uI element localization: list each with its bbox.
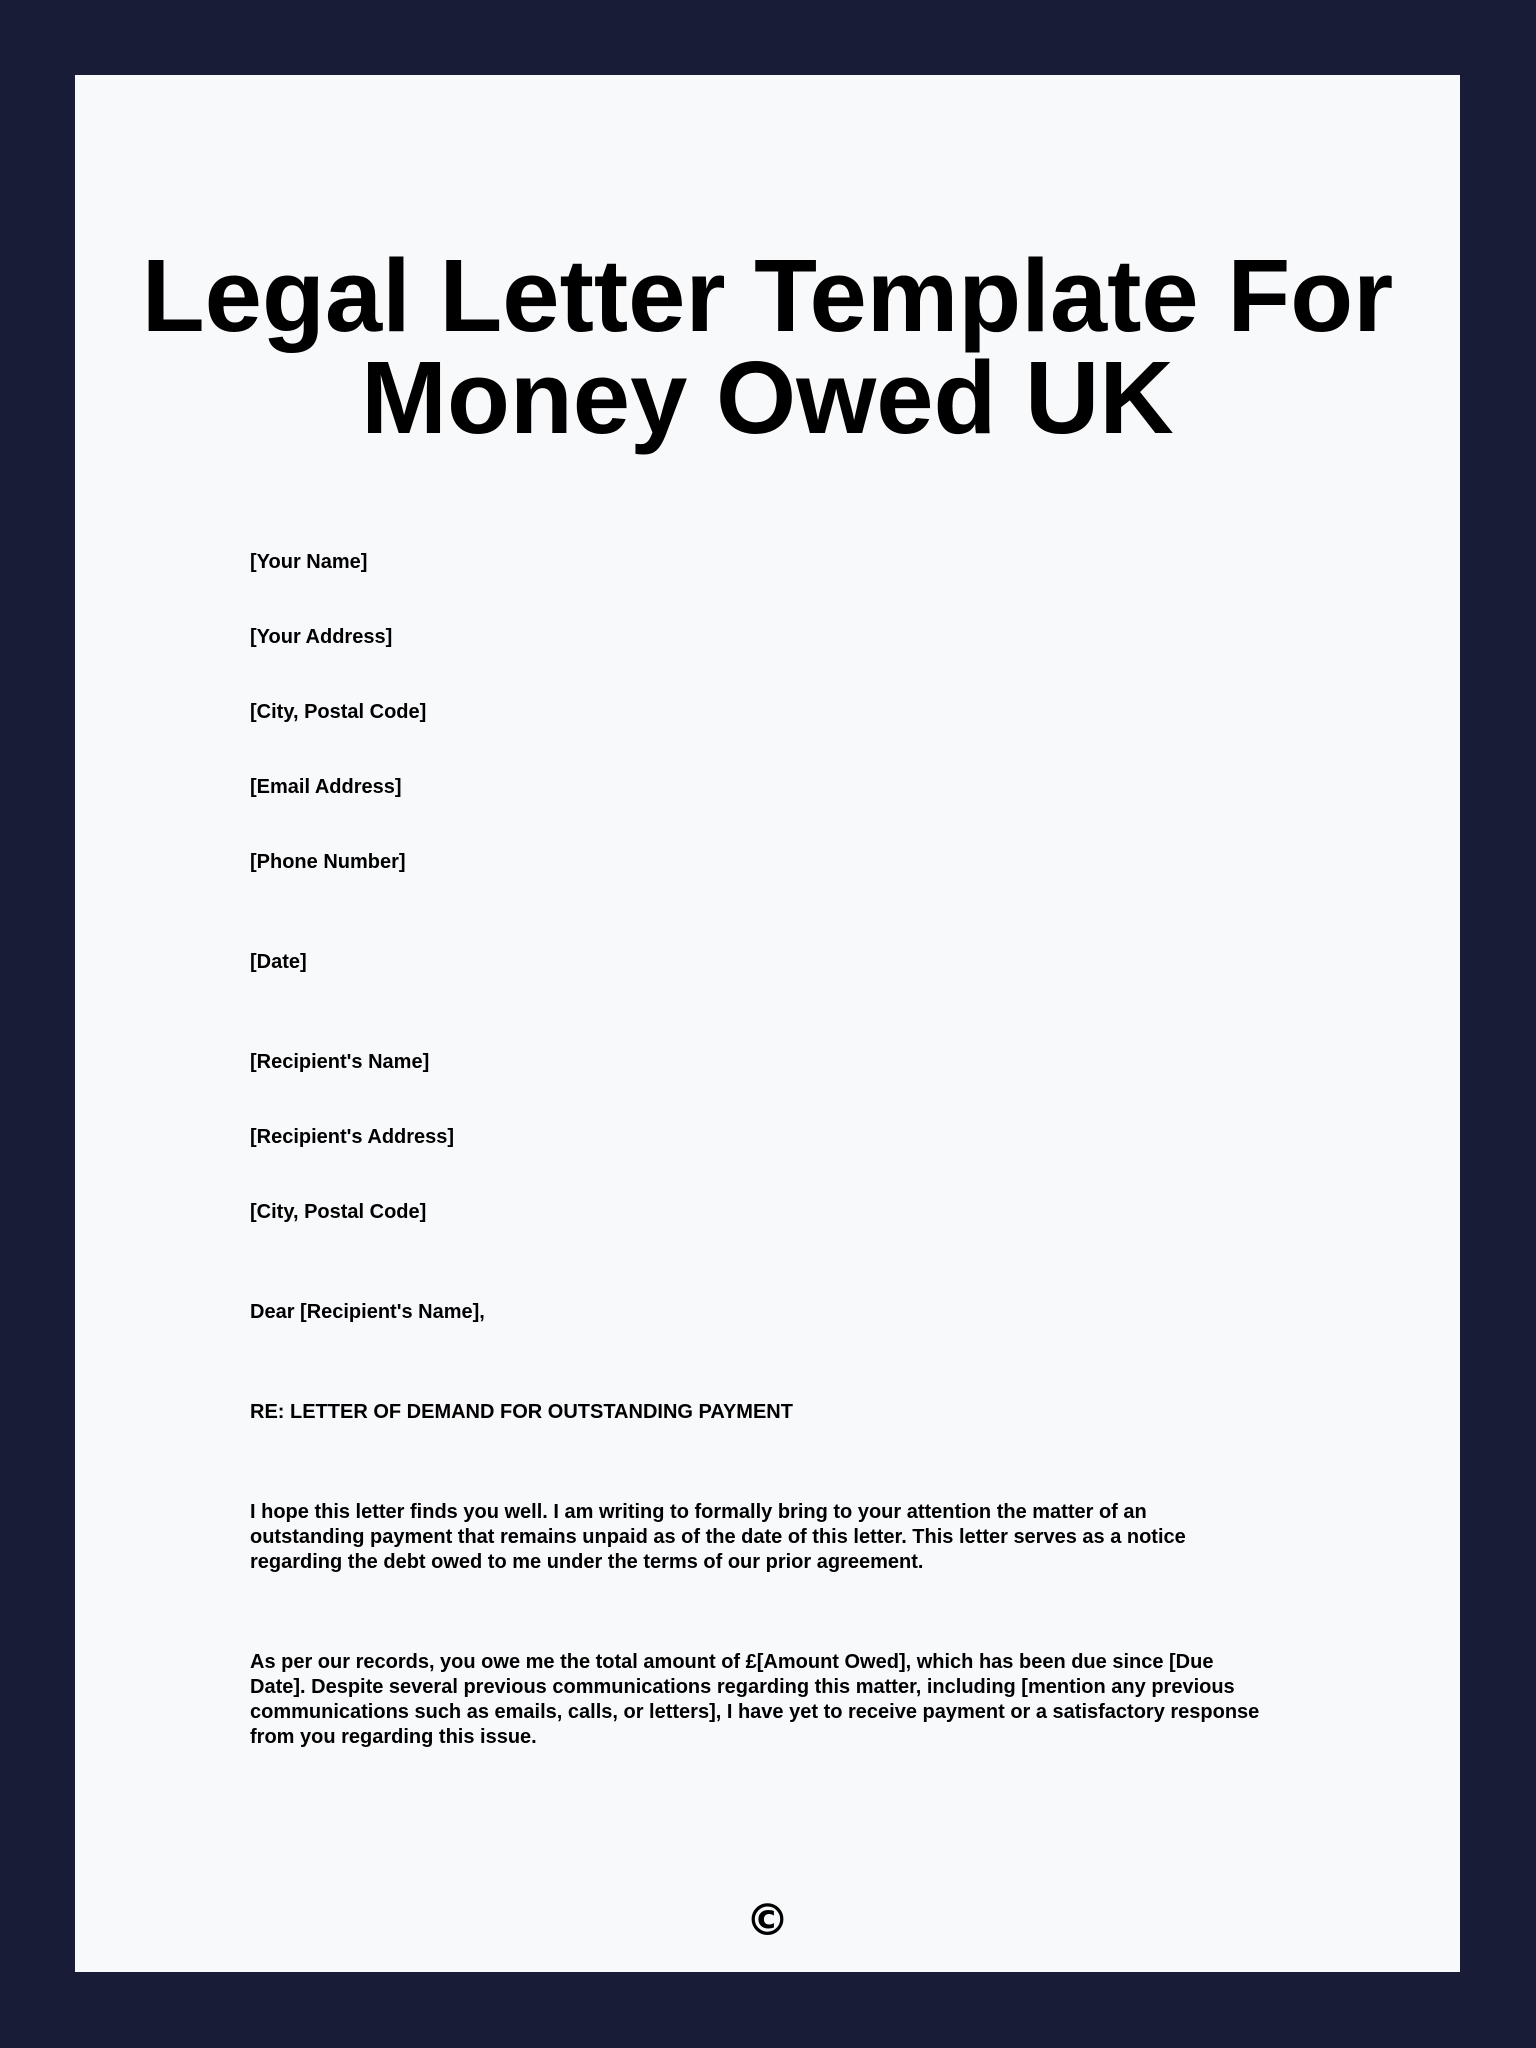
recipient-address: [Recipient's Address]	[250, 1126, 455, 1148]
letter-page	[75, 75, 1460, 1972]
recipient-city-postal: [City, Postal Code]	[250, 1201, 427, 1223]
body-paragraph-2	[250, 1650, 1350, 1750]
letter-date: [Date]	[250, 951, 307, 973]
document-title: Legal Letter Template For Money Owed UK	[141, 238, 1394, 455]
salutation: Dear [Recipient's Name],	[250, 1301, 485, 1323]
paragraph-line: outstanding payment that remains unpaid as of the date of this letter. This letter serves as a notice	[250, 1526, 1186, 1548]
sender-city-postal: [City, Postal Code]	[250, 701, 427, 723]
copyright-icon: ©	[745, 1895, 790, 1946]
paragraph-line: communications such as emails, calls, or letters], I have yet to receive payment or a satisfactory response	[250, 1701, 1260, 1723]
sender-email: [Email Address]	[250, 776, 402, 798]
paragraph-line: regarding the debt owed to me under the terms of our prior agreement.	[250, 1551, 924, 1573]
paragraph-line: As per our records, you owe me the total amount of £[Amount Owed], which has been due since [Due	[250, 1651, 1214, 1673]
paragraph-line: from you regarding this issue.	[250, 1726, 537, 1748]
paragraph-line: Date]. Despite several previous communications regarding this matter, including [mention any previous	[250, 1676, 1235, 1698]
subject-line: RE: LETTER OF DEMAND FOR OUTSTANDING PAYMENT	[250, 1401, 793, 1423]
recipient-name: [Recipient's Name]	[250, 1051, 430, 1073]
sender-name: [Your Name]	[250, 551, 368, 573]
sender-address: [Your Address]	[250, 626, 393, 648]
body-paragraph-1	[250, 1500, 1350, 1575]
sender-phone: [Phone Number]	[250, 851, 406, 873]
paragraph-line: I hope this letter finds you well. I am writing to formally bring to your attention the matter of an	[250, 1501, 1147, 1523]
